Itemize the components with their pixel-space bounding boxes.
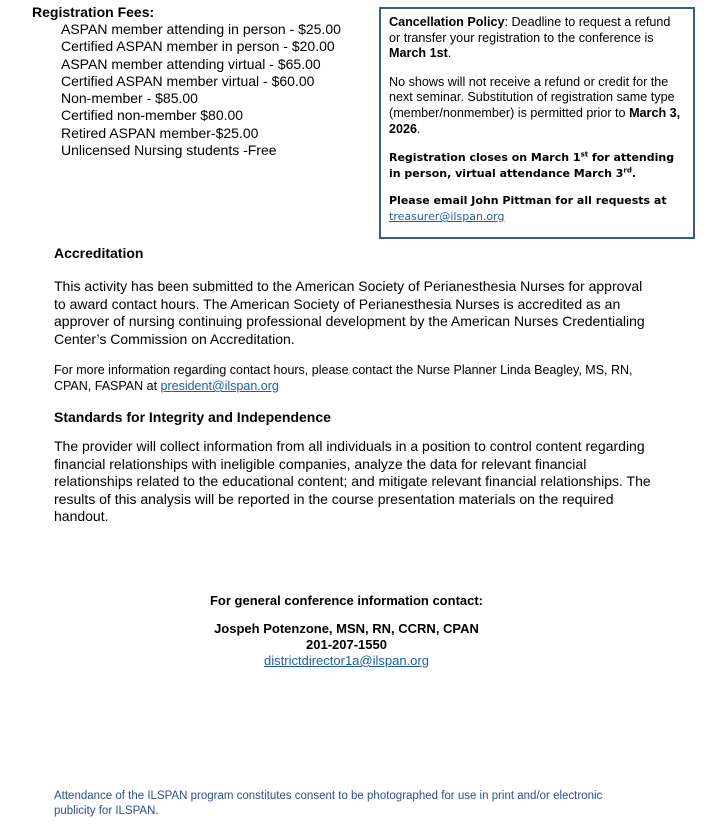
cancellation-deadline: March 1st (389, 46, 448, 61)
contact-phone: 201-207-1550 (306, 637, 387, 652)
no-show-text: No shows will not receive a refund or credit for the next seminar. Substitution of registration same type (member/nonmember) is permitted prior to March 3, 2026. (389, 74, 681, 136)
contact-name: Jospeh Potenzone, MSN, RN, CCRN, CPAN (214, 621, 479, 636)
treasurer-email-link[interactable]: treasurer@ilspan.org (389, 210, 505, 224)
cancellation-policy-box (379, 7, 695, 239)
fee-item: Non-member - $85.00 (61, 90, 198, 107)
treasurer-contact-text: Please email John Pittman for all requests at treasurer@ilspan.org (389, 194, 667, 224)
fee-item: Unlicensed Nursing students -Free (61, 142, 277, 159)
president-email-link[interactable]: president@ilspan.org (160, 379, 279, 393)
substitution-deadline: March 3, 2026 (389, 105, 681, 136)
contact-heading: For general conference information contact: (209, 593, 484, 608)
registration-closes-text: Registration closes on March 1st for attending in person, virtual attendance March 3rd. (389, 150, 675, 181)
fees-title: Registration Fees: (32, 4, 155, 20)
fee-item: ASPAN member attending virtual - $65.00 (61, 55, 321, 72)
photo-consent-footer: Attendance of the ILSPAN program constitutes consent to be photographed for use in print and/or electronic publicity for ILSPAN. (54, 790, 603, 817)
fee-item: Certified non-member $80.00 (61, 107, 244, 124)
standards-heading: Standards for Integrity and Independence (54, 409, 331, 425)
accreditation-heading: Accreditation (54, 245, 144, 261)
cancellation-deadline-text: Cancellation Policy: Deadline to request a refund or transfer your registration to the conference is March 1st. (389, 15, 671, 61)
fee-item: Certified ASPAN member virtual - $60.00 (61, 72, 315, 89)
contact-email-link[interactable]: districtdirector1a@ilspan.org (264, 653, 429, 668)
accreditation-paragraph: This activity has been submitted to the American Society of Perianesthesia Nurses for approval to award contact hours. The American Society of Perianesthesia Nurses is accredited as an approver of nursing continuing professional development by the American Nurses Credentialing Center’s Commission on Accreditation. (54, 278, 645, 347)
general-contact-block (0, 593, 693, 669)
cancellation-label: Cancellation Policy (389, 15, 505, 29)
standards-paragraph: The provider will collect information from all individuals in a position to control content regarding financial relationships with ineligible companies, analyze the data for relevant financial relationships related to the educational content; and mitigate relevant financial relationships. The results of this analysis will be reported in the course presentation materials on the required handout. (54, 438, 651, 524)
fee-item: Retired ASPAN member-$25.00 (61, 124, 259, 141)
registration-fees (32, 3, 341, 159)
standards-section (54, 408, 654, 526)
fee-item: ASPAN member attending in person - $25.00 (61, 21, 341, 37)
nurse-planner-paragraph: For more information regarding contact hours, please contact the Nurse Planner Linda Beagley, MS, RN, CPAN, FASPAN at president@ilspan.org (54, 363, 633, 393)
accreditation-section (54, 244, 654, 394)
fee-list (32, 21, 341, 159)
fee-item: Certified ASPAN member in person - $20.00 (61, 38, 335, 55)
